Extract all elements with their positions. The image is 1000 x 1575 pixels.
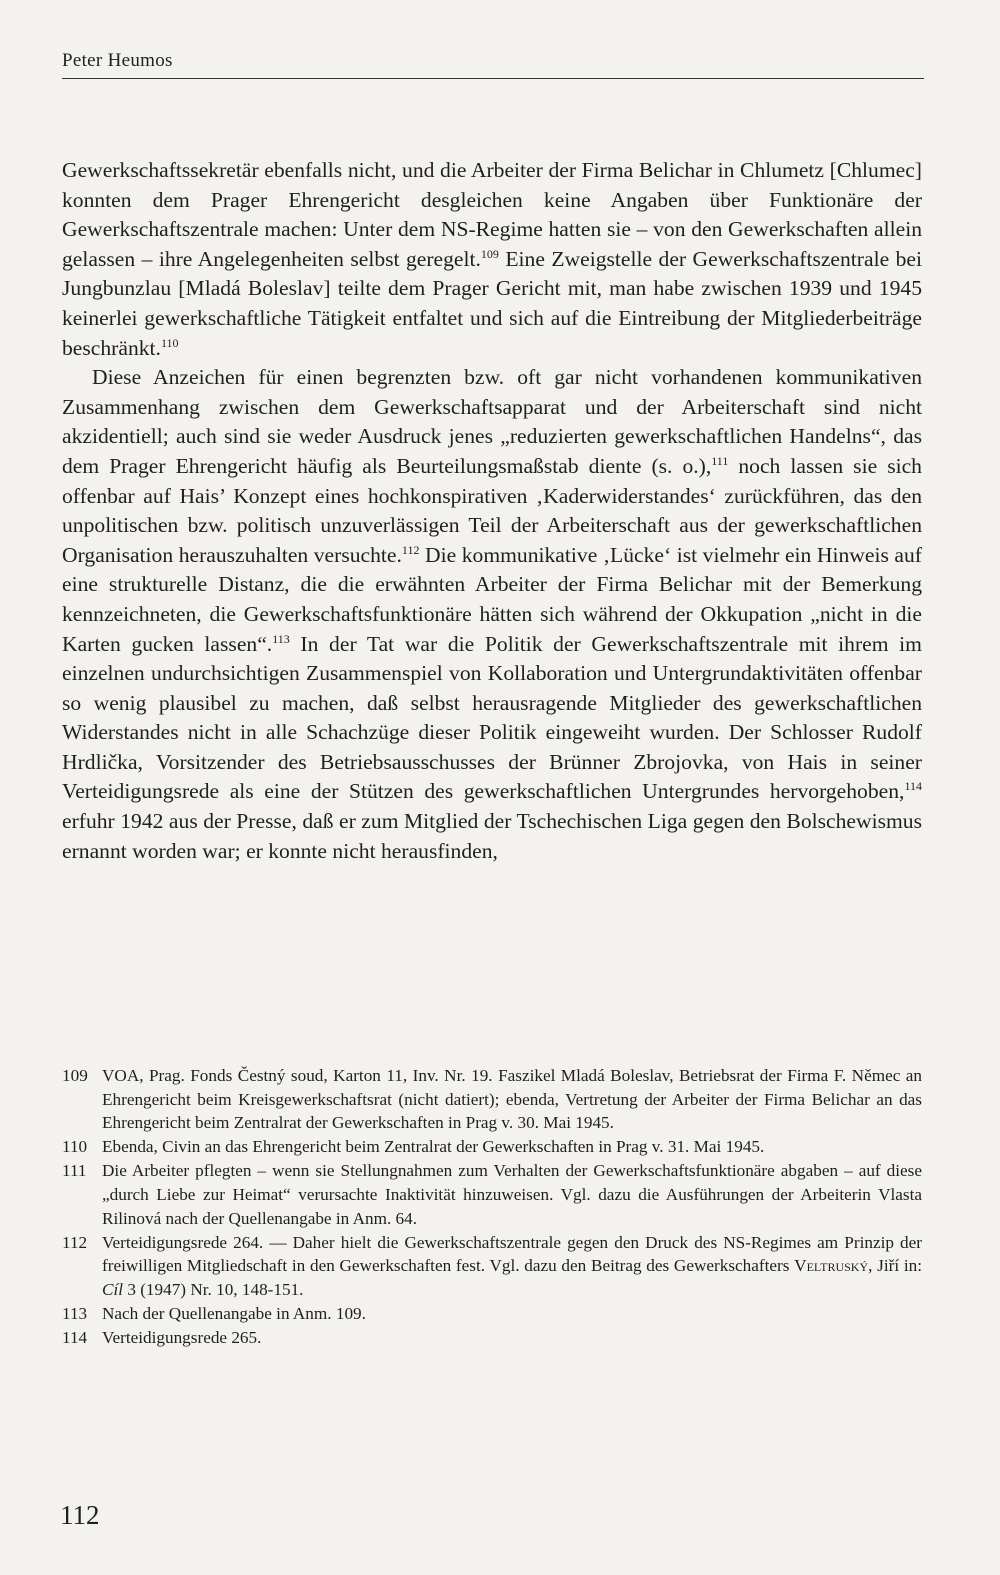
author-name: Veltruský <box>794 1256 869 1276</box>
footnote-text: Verteidigungsrede 265. <box>102 1328 262 1348</box>
header-rule <box>62 78 924 79</box>
footnote-ref-111[interactable]: 111 <box>711 453 729 468</box>
footnote-number: 110 <box>62 1137 88 1157</box>
main-text <box>62 156 922 866</box>
footnote <box>62 1159 922 1230</box>
paragraph-1: Gewerkschaftssekretär ebenfalls nicht, und die Arbeiter der Firma Belichar in Chlumetz [Chlumec] konnten dem Prager Ehrengericht desgleichen keine Angaben über Funktionäre der Gewerkschaftszentrale machen: Unter dem NS-Regime hatten sie – von den Gewerkschaften allein gelassen – ihre Angelegenheiten selbst geregelt.$^{109}$ Eine Zweigstelle der Gewerkschaftszentrale bei Jungbunzlau [Mladá Boleslav] teilte dem Prager Gericht mit, man habe zwischen 1939 und 1945 keinerlei gewerkschaftliche Tätigkeit entfaltet und sich auf die Eintreibung der Mitgliederbeiträge beschränkt.$^{110}$ <box>62 158 922 360</box>
footnote-text: Nach der Quellenangabe in Anm. 109. <box>102 1303 366 1323</box>
footnote-ref-114[interactable]: 114 <box>904 779 922 794</box>
paragraph-2: Diese Anzeichen für einen begrenzten bzw. oft gar nicht vorhandenen kommunikativen Zusammenhang zwischen dem Gewerkschaftsapparat und der Arbeiterschaft sind nicht akzidentiell; auch sind sie weder Ausdruck jenes „reduzierten gewerkschaftlichen Handelns“, das dem Prager Ehrengericht häufig als Beurteilungsmaßstab diente (s. o.),$^{111}$ noch lassen sie sich offenbar auf Hais’ Konzept eines hochkonspirativen ‚Kaderwiderstandes‘ zurückführen, das den unpolitischen bzw. politisch unzuverlässigen Teil der Arbeiterschaft aus der gewerkschaftlichen Organisation herauszuhalten versuchte.$^{112}$ Die kommunikative ‚Lücke‘ ist vielmehr ein Hinweis auf eine strukturelle Distanz, die die erwähnten Arbeiter der Firma Belichar mit der Bemerkung kennzeichneten, die Gewerkschaftsfunktionäre hätten sich während der Okkupation „nicht in die Karten gucken lassen“.$^{113}$ In der Tat war die Politik der Gewerkschaftszentrale mit ihrem im einzelnen undurchsichtigen Zusammenspiel von Kollaboration und Untergrundaktivitäten offenbar so wenig plausibel zu machen, daß selbst herausragende Mitglieder des gewerkschaftlichen Widerstandes nicht in alle Schachzüge dieser Politik eingeweiht wurden. Der Schlosser Rudolf Hrdlička, Vorsitzender des Betriebsausschusses der Brünner Zbrojovka, von Hais in seiner Verteidigungsrede als eine der Stützen des gewerkschaftlichen Untergrundes hervorgehoben,$^{114}$ erfuhr 1942 aus der Presse, daß er zum Mitglied der Tschechischen Liga gegen den Bolschewismus ernannt worden war; er konnte nicht herausfinden, <box>62 365 922 863</box>
footnote <box>62 1135 922 1159</box>
footnote-ref-113[interactable]: 113 <box>272 631 290 646</box>
journal-title: Cíl <box>102 1279 124 1299</box>
footnotes <box>62 1064 922 1350</box>
footnote-text: Verteidigungsrede 264. — Daher hielt die Gewerkschaftszentrale gegen den Druck des NS-Regimes am Prinzip der freiwilligen Mitgliedschaft in den Gewerkschaften fest. Vgl. dazu den Beitrag des Gewerkschafters Veltruský, Jiří in: Cíl 3 (1947) Nr. 10, 148-151. <box>102 1232 923 1299</box>
footnote-text: Ebenda, Civin an das Ehrengericht beim Zentralrat der Gewerkschaften in Prag v. 31. Mai 1945. <box>102 1137 765 1157</box>
running-head: Peter Heumos <box>62 50 173 71</box>
footnote-text: VOA, Prag. Fonds Čestný soud, Karton 11, Inv. Nr. 19. Faszikel Mladá Boleslav, Betriebsrat der Firma F. Němec an Ehrengericht beim Kreisgewerkschaftsrat (nicht datiert); ebenda, Vertretung der Arbeiter der Firma Belichar an das Ehrengericht beim Zentralrat der Gewerkschaften in Prag v. 30. Mai 1945. <box>102 1066 922 1133</box>
footnote-ref-109[interactable]: 109 <box>480 246 499 261</box>
footnote-number: 109 <box>62 1066 88 1085</box>
footnote-number: 113 <box>62 1303 88 1323</box>
footnote-number: 111 <box>62 1161 87 1181</box>
footnote <box>62 1231 922 1302</box>
page-number: 112 <box>60 1500 100 1530</box>
footnote <box>62 1064 922 1135</box>
footnote <box>62 1326 922 1350</box>
footnote-text: Die Arbeiter pflegten – wenn sie Stellungnahmen zum Verhalten der Gewerkschaftsfunktionäre abgaben – auf diese „durch Liebe zur Heimat“ verursachte Inaktivität hinzuweisen. Vgl. dazu die Ausführungen der Arbeiterin Vlasta Rilinová nach der Quellenangabe in Anm. 64. <box>102 1161 922 1228</box>
footnote <box>62 1302 922 1326</box>
footnote-ref-112[interactable]: 112 <box>401 542 420 557</box>
footnote-ref-110[interactable]: 110 <box>160 335 179 350</box>
footnote-number: 112 <box>62 1232 88 1252</box>
footnote-number: 114 <box>62 1328 88 1348</box>
